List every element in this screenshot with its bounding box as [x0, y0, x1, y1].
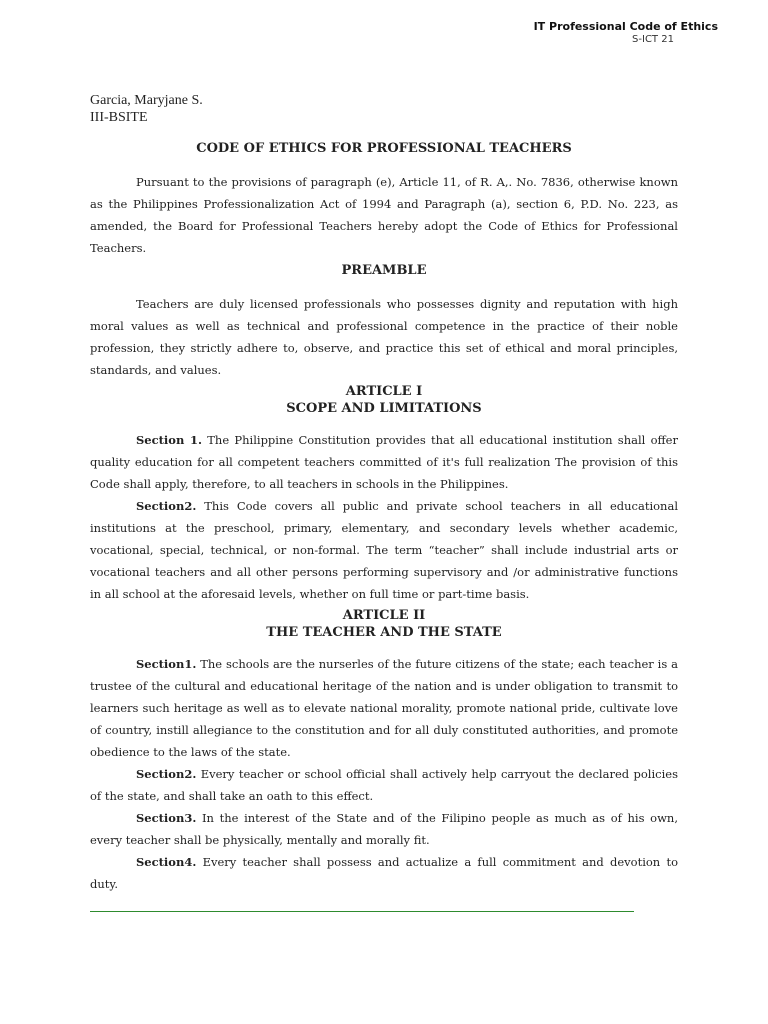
section-text: Every teacher shall possess and actualize a full commitment and devotion to duty. [90, 855, 678, 891]
section-label: Section 1. [136, 433, 202, 447]
page-header [458, 20, 718, 45]
section-text: The Philippine Constitution provides that all educational institution shall offer quality education for all competent teachers committed of it's full realization The provision of this Code shall apply, therefore, to all teachers in schools in the Philippines. [90, 433, 678, 491]
section-text: Every teacher or school official shall actively help carryout the declared policies of the state, and shall take an oath to this effect. [90, 767, 678, 803]
footer-divider [90, 911, 634, 912]
section-text: In the interest of the State and of the Filipino people as much as of his own, every teacher shall be physically, mentally and morally fit. [90, 811, 678, 847]
article-2-section-3 [90, 807, 678, 851]
section-text: The schools are the nurserles of the future citizens of the state; each teacher is a trustee of the cultural and educational heritage of the nation and is under obligation to transmit to learners such heritage as well as to elevate national morality, promote national pride, cultivate love of country, instill allegiance to the constitution and for all duly constituted authorities, and promote obedience to the laws of the state. [90, 657, 678, 759]
author-name: Garcia, Maryjane S. [90, 93, 203, 108]
article-1-heading: ARTICLE I [345, 384, 423, 399]
section-text: This Code covers all public and private school teachers in all educational institutions at the preschool, primary, elementary, and secondary levels whether academic, vocational, special, technical, or non-formal. The term “teacher” shall include industrial arts or vocational teachers and all other persons performing supervisory and /or administrative functions in all school at the aforesaid levels, whether on full time or part-time basis. [90, 499, 678, 601]
header-course-code: S-ICT 21 [632, 34, 674, 45]
section-label: Section2. [136, 767, 197, 781]
article-2-section-4 [90, 851, 678, 895]
preamble-heading: PREAMBLE [341, 263, 427, 278]
article-1-section-1 [90, 429, 678, 495]
section-label: Section3. [136, 811, 197, 825]
intro-paragraph: Pursuant to the provisions of paragraph (e), Article 11, of R. A,. No. 7836, otherwise known as the Philippines Professionalization Act of 1994 and Paragraph (a), section 6, P.D. No. 223, as amended, the Board for Professional Teachers hereby adopt the Code of Ethics for Professional Teachers. [90, 175, 678, 255]
section-label: Section2. [136, 499, 197, 513]
article-2-subheading: THE TEACHER AND THE STATE [266, 625, 502, 640]
article-2-section-2 [90, 763, 678, 807]
article-2-heading: ARTICLE II [342, 608, 426, 623]
section-label: Section1. [136, 657, 197, 671]
document-title: CODE OF ETHICS FOR PROFESSIONAL TEACHERS [196, 141, 572, 156]
author-class: III-BSITE [90, 110, 148, 125]
preamble-paragraph: Teachers are duly licensed professionals who possesses dignity and reputation with high moral values as well as technical and professional competence in the practice of their noble profession, they strictly adhere to, observe, and practice this set of ethical and moral principles, standards, and values. [90, 297, 678, 377]
section-label: Section4. [136, 855, 197, 869]
article-2-section-1 [90, 653, 678, 763]
author-block [90, 92, 203, 126]
article-1-subheading: SCOPE AND LIMITATIONS [286, 401, 482, 416]
article-1-section-2 [90, 495, 678, 605]
document-body [90, 140, 678, 895]
header-title: IT Professional Code of Ethics [533, 20, 718, 33]
